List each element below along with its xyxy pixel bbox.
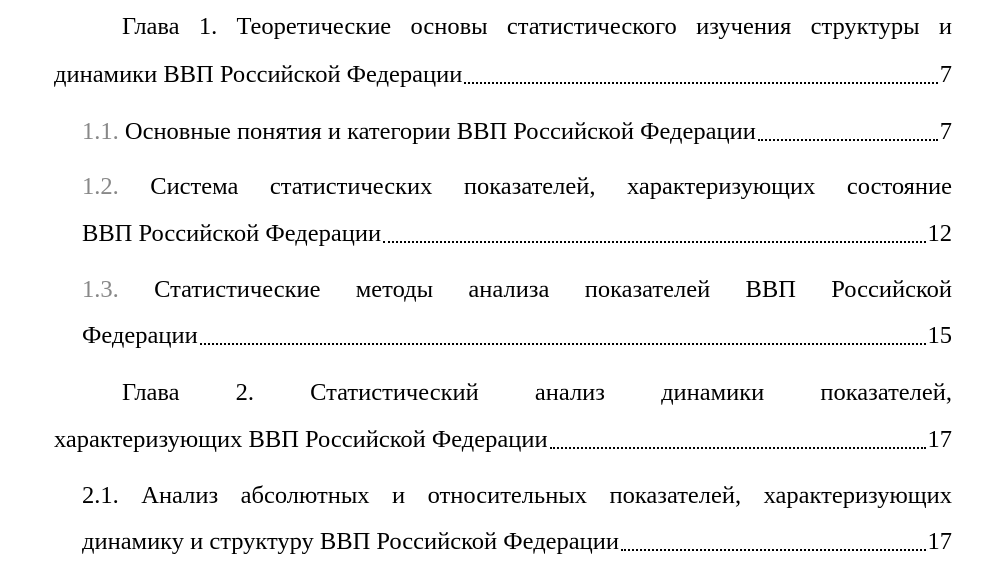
dot-leader (758, 139, 938, 141)
toc-section-number: 1.1. (82, 118, 119, 145)
toc-section-number: 2.1. (82, 482, 119, 509)
toc-section-1-2-text-cont: ВВП Российской Федерации (82, 220, 382, 247)
toc-chapter-2-line2[interactable] (54, 423, 952, 457)
dot-leader (383, 241, 925, 243)
toc-section-2-1-text: Анализ абсолютных и относительных показателей, характеризующих (141, 482, 952, 509)
toc-section-1-1-text: Основные понятия и категории ВВП Российской Федерации (124, 118, 756, 145)
toc-section-1-3-text-cont: Федерации (82, 322, 198, 349)
dot-leader (200, 343, 926, 345)
toc-section-1-2-line1[interactable] (82, 170, 952, 204)
toc-chapter-2-title-cont: характеризующих ВВП Российской Федерации (54, 426, 548, 453)
toc-section-number: 1.2. (82, 173, 119, 200)
toc-page-number: 15 (927, 322, 952, 349)
dot-leader (550, 447, 926, 449)
toc-page-number: 7 (939, 61, 952, 88)
toc-page-number: 7 (939, 118, 952, 145)
toc-page-number: 12 (927, 220, 952, 247)
dot-leader (621, 549, 926, 551)
toc-page-number: 17 (927, 528, 952, 555)
toc-section-1-1[interactable] (82, 115, 952, 149)
dot-leader (464, 82, 937, 84)
toc-chapter-1-title: Глава 1. Теоретические основы статистического изучения структуры и (122, 13, 952, 40)
toc-section-2-1-line2[interactable] (82, 525, 952, 559)
toc-section-1-2-text: Система статистических показателей, характеризующих состояние (150, 173, 952, 200)
toc-section-2-1-text-cont: динамику и структуру ВВП Российской Федерации (82, 528, 619, 555)
toc-chapter-2-title: Глава 2. Статистический анализ динамики показателей, (122, 379, 952, 406)
toc-section-number: 1.3. (82, 276, 119, 303)
toc-section-1-2-line2[interactable] (82, 217, 952, 251)
toc-section-1-3-line2[interactable] (82, 319, 952, 353)
toc-chapter-1-line1[interactable] (122, 10, 952, 44)
toc-chapter-1-line2[interactable] (54, 58, 952, 92)
toc-chapter-2-line1[interactable] (122, 376, 952, 410)
toc-section-1-3-text: Статистические методы анализа показателей ВВП Российской (154, 276, 952, 303)
toc-section-2-1-line1[interactable] (82, 479, 952, 513)
toc-section-1-3-line1[interactable] (82, 273, 952, 307)
toc-section-1-1-title (82, 115, 756, 149)
toc-page-number: 17 (927, 426, 952, 453)
toc-chapter-1-title-cont: динамики ВВП Российской Федерации (54, 61, 463, 88)
